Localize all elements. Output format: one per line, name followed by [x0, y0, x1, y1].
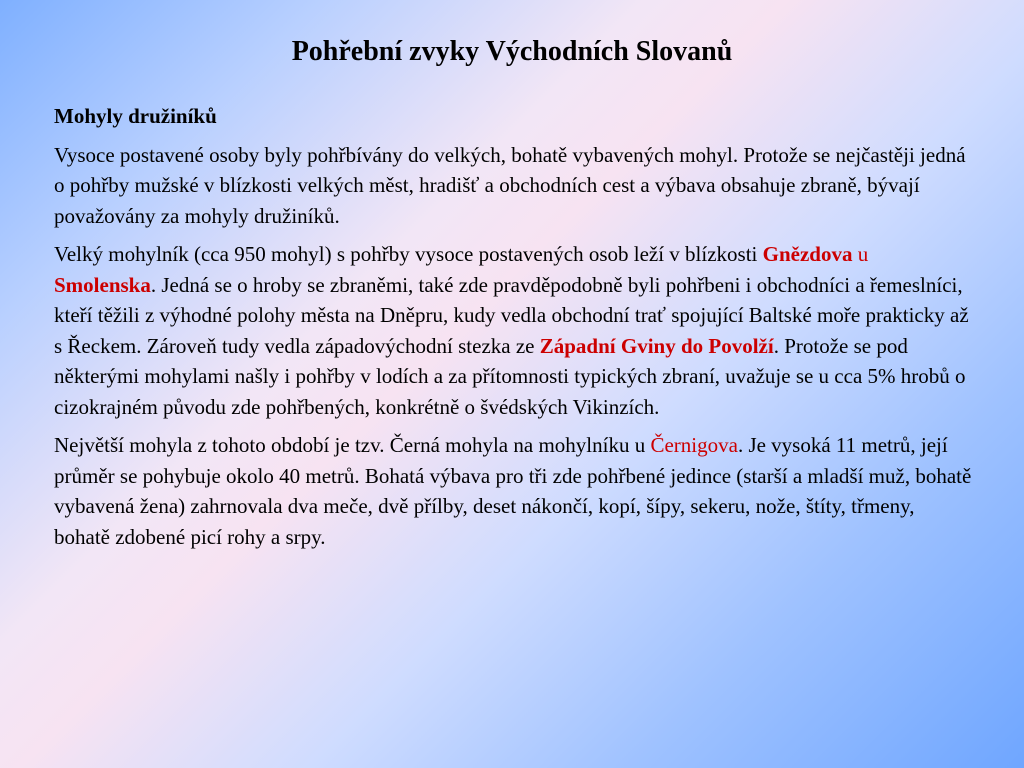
slide-content [54, 101, 974, 560]
paragraph-2-conjunction: u [852, 242, 869, 266]
paragraph-2 [54, 239, 974, 422]
paragraph-3 [54, 430, 974, 552]
paragraph-3-text-2: . Je vysoká 11 metrů, její průměr se pohybuje okolo 40 metrů. Bohatá výbava pro tři zde pohřbené jedince (starší a mladší muž, bohatě vybavená žena) zahrnovala dva meče, dvě přílby, deset nákončí, kopí, šípy, sekeru, nože, štíty, třmeny, bohatě zdobené picí rohy a srpy. [54, 433, 972, 549]
slide-title: Pohřební zvyky Východních Slovanů [291, 36, 733, 67]
place-cernigov: Černigova [650, 433, 738, 457]
paragraph-2-text-1: Velký mohylník (cca 950 mohyl) s pohřby vysoce postavených osob leží v blízkosti [54, 242, 763, 266]
place-gnezdovo: Gnězdova [762, 242, 853, 266]
paragraph-1: Vysoce postavené osoby byly pohřbívány do velkých, bohatě vybavených mohyl. Protože se nejčastěji jedná o pohřby mužské v blízkosti velkých měst, hradišť a obchodních cest a výbava obsahuje zbraně, bývají považovány za mohyly družiníků. [54, 142, 966, 228]
place-smolensk: Smolenska [54, 272, 151, 297]
paragraph-3-text-1: Největší mohyla z tohoto období je tzv. Černá mohyla na mohylníku u [54, 433, 651, 457]
paragraph-2-text-3: . Jedná se o hroby se zbraněmi, také zde pravděpodobně byli pohřbeni i obchodníci a řemeslníci, kteří těžili z výhodné polohy města na Dněpru, kudy vedla obchodní trať spojující Baltské moře prakticky až s Řeckem. Zároveň tudy vedla západovýchodní stezka ze [54, 272, 969, 358]
section-heading: Mohyly družiníků [54, 104, 217, 128]
place-zapadni-gviny-do-povolzi: Západní Gviny do Povolží [539, 333, 774, 358]
paragraph-2-text-4: . Protože se pod některými mohylami našly i pohřby v lodích a za přítomnosti typických zbraní, uvažuje se u cca 5% hrobů o cizokrajném původu zde pohřbených, konkrétně o švédských Vikinzích. [54, 333, 966, 419]
